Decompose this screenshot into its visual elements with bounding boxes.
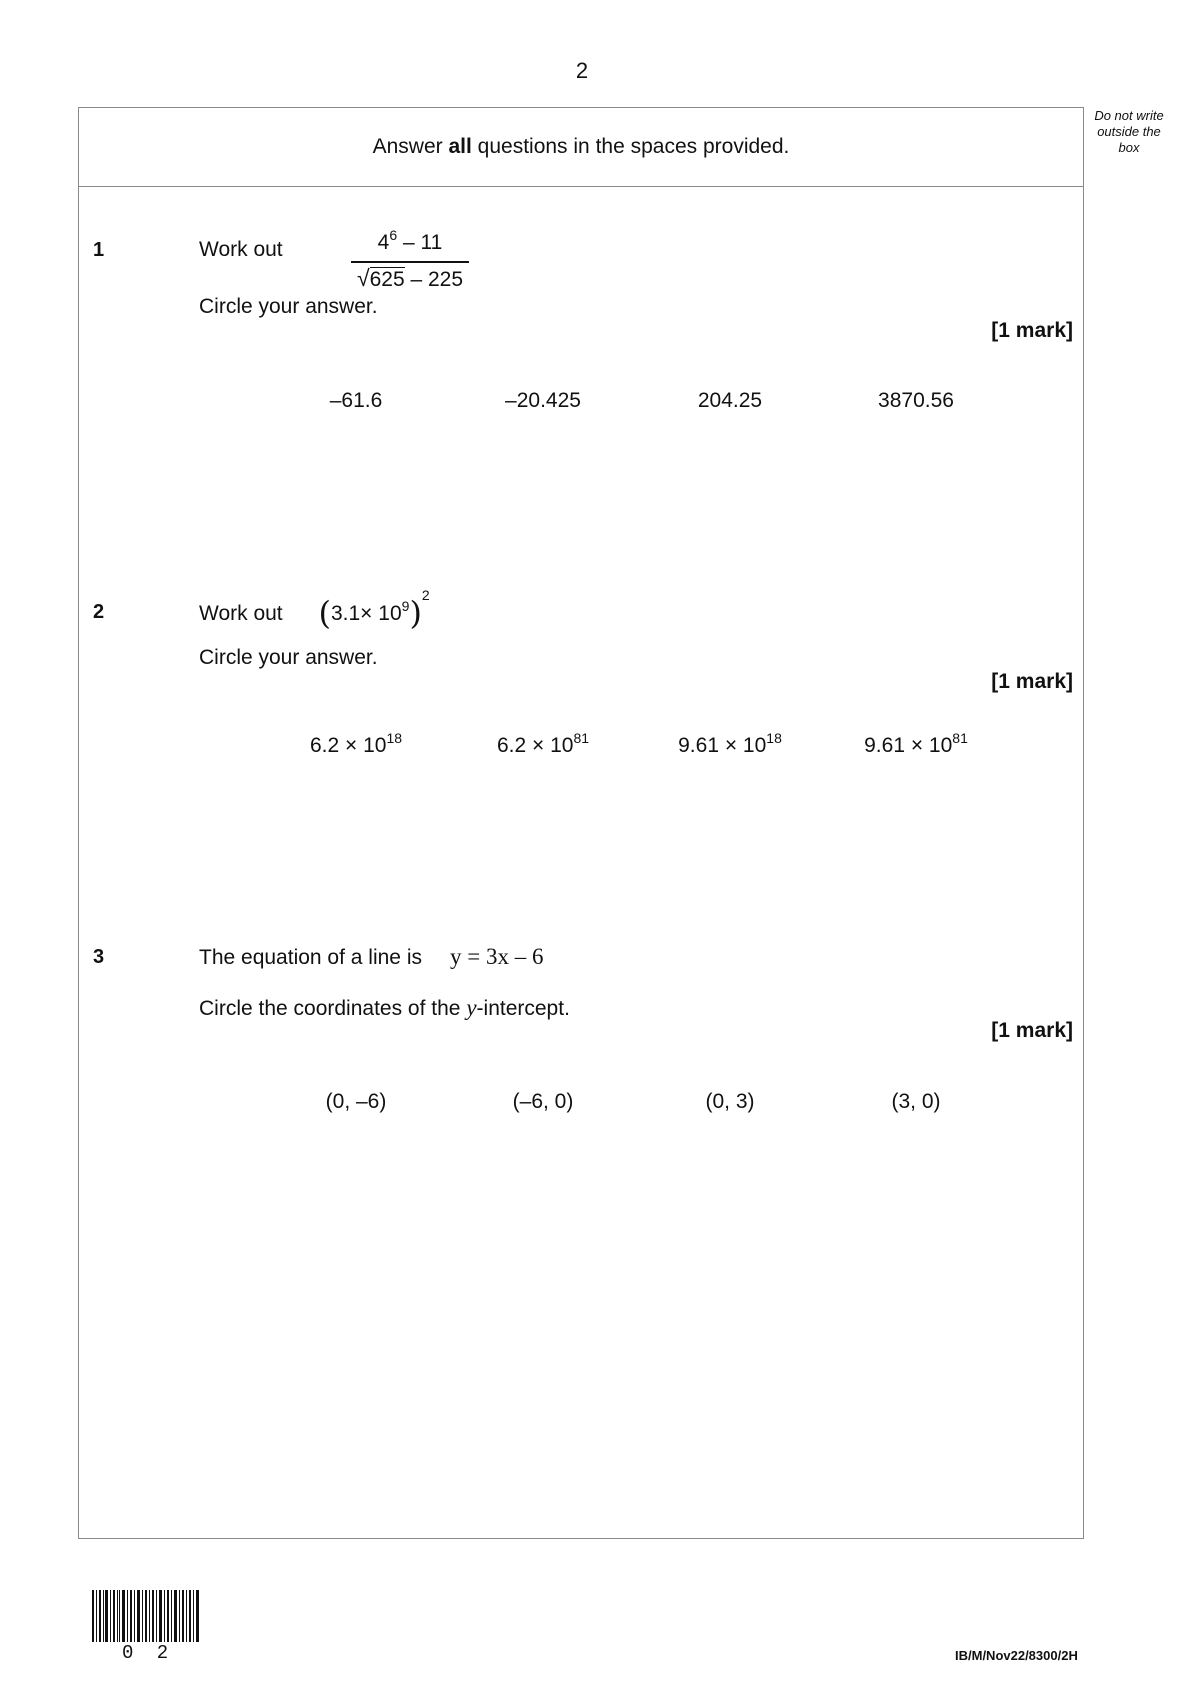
question-1-marks: [1 mark] (991, 319, 1073, 342)
question-1-option[interactable]: 204.25 (697, 389, 763, 412)
question-1-prompt: Work out (199, 238, 283, 261)
question-3-equation: y = 3x – 6 (449, 944, 544, 969)
question-2-number: 2 (93, 601, 105, 623)
question-2-expression: 3.1× 10 (330, 602, 402, 625)
instructions-bold-word: all (448, 135, 472, 158)
question-1-option[interactable]: –20.425 (505, 389, 581, 412)
question-3-marks: [1 mark] (991, 1019, 1073, 1042)
instructions-text-start: Answer (372, 135, 449, 158)
margin-note: Do not write outside the box (1094, 108, 1164, 155)
instructions-row (79, 108, 1083, 187)
question-1-instruction: Circle your answer. (199, 295, 378, 318)
question-3-option[interactable]: (0, 3) (705, 1090, 755, 1113)
question-2-option[interactable]: $6.2 \times 10^{18}$ (309, 730, 403, 757)
square-root-icon: √ (356, 264, 370, 291)
question-1-option[interactable]: –61.6 (329, 389, 383, 412)
question-3-number: 3 (93, 946, 105, 968)
question-3-option[interactable]: (0, –6) (325, 1090, 387, 1113)
instructions (79, 135, 1083, 159)
question-3-option[interactable]: (–6, 0) (512, 1090, 574, 1113)
question-3-instruction: Circle the coordinates of the y-intercept. (199, 995, 570, 1020)
barcode-digits: 0 2 (122, 1642, 175, 1664)
question-1-expression (351, 227, 469, 293)
open-paren-icon: ( (318, 594, 331, 632)
question-2-option[interactable]: $9.61 \times 10^{18}$ (678, 730, 782, 757)
question-2-option[interactable]: $9.61 \times 10^{81}$ (864, 730, 968, 757)
question-2-option[interactable]: $6.2 \times 10^{81}$ (496, 730, 590, 757)
question-2-marks: [1 mark] (991, 670, 1073, 693)
question-2-prompt: Work out (199, 602, 283, 625)
question-3-option[interactable]: (3, 0) (891, 1090, 941, 1113)
question-1-denominator: √625 – 225 (356, 264, 464, 291)
question-2-prompt-line: Work out $(3.1\times 10^9)^2$ (199, 587, 430, 632)
question-1-number: 1 (93, 239, 105, 261)
paper-reference: IB/M/Nov22/8300/2H (955, 1648, 1078, 1663)
question-3-prompt: The equation of a line is (199, 946, 422, 969)
barcode-icon (92, 1590, 200, 1642)
question-3-prompt-line (199, 944, 543, 970)
close-paren-icon: ) (409, 594, 422, 632)
question-1-option[interactable]: 3870.56 (878, 389, 954, 412)
question-2-instruction: Circle your answer. (199, 646, 378, 669)
question-1-numerator: $4^6 - 11$ (377, 227, 443, 254)
page-number: 2 (575, 58, 589, 83)
fraction-bar (351, 261, 469, 263)
answer-box (78, 107, 1084, 1539)
instructions-text-end: questions in the spaces provided. (471, 135, 790, 158)
